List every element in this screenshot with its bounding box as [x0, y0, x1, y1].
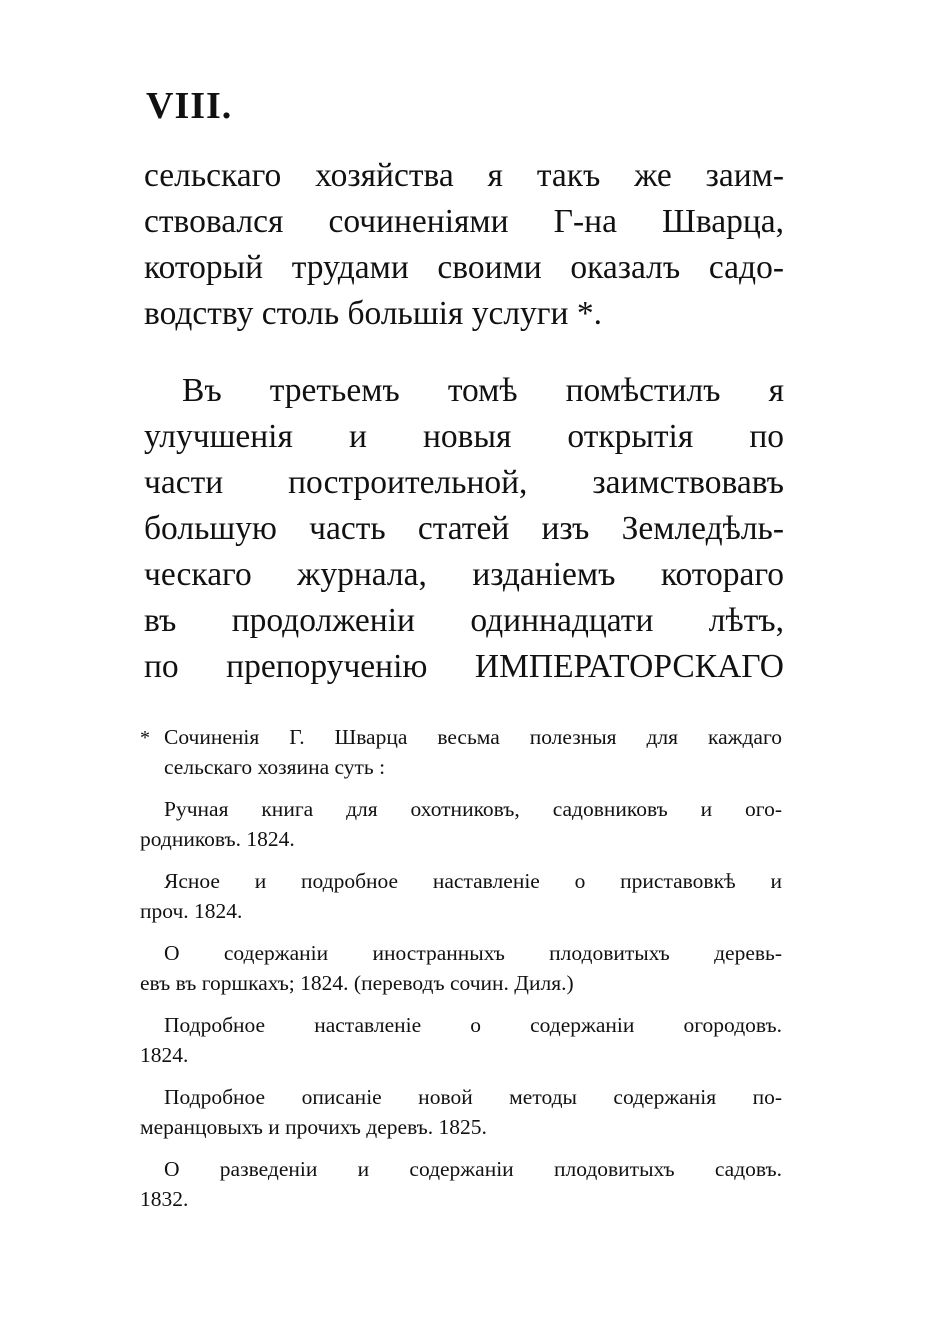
text-line: улучшенія и новыя открытія по [144, 418, 784, 455]
text-line: ствовался сочиненіями Г-на Шварца, [144, 203, 784, 240]
footnote-line: О разведеніи и содержаніи плодовитыхъ садовъ. [164, 1157, 782, 1181]
text-line: большую часть статей изъ Земледѣль- [144, 510, 784, 547]
footnote-text: Сочиненія Г. Шварца весьма полезныя для каждаго [164, 725, 782, 749]
footnote [140, 722, 782, 1226]
footnote-entry [140, 1154, 782, 1214]
footnote-entry [140, 794, 782, 854]
footnote-line: Ручная книга для охотниковъ, садовниковъ и ого- [164, 797, 782, 821]
footnote-line: Подробное описаніе новой методы содержанія по- [164, 1085, 782, 1109]
footnote-entry [140, 1082, 782, 1142]
footnote-marker: * [140, 727, 150, 749]
footnote-line: Ясное и подробное наставленіе о приставовкѣ и [164, 869, 782, 893]
text-line: водству столь большія услуги *. [144, 295, 602, 332]
footnote-line: родниковъ. 1824. [140, 827, 295, 851]
footnote-entry [140, 866, 782, 926]
text-line: ческаго журнала, изданіемъ котораго [144, 556, 784, 593]
footnote-line: меранцовыхъ и прочихъ деревъ. 1825. [140, 1115, 487, 1139]
footnote-line: сельскаго хозяина суть : [164, 755, 386, 779]
footnote-line: Подробное наставленіе о содержаніи огородовъ. [164, 1013, 782, 1037]
text-line: по препорученію ИМПЕРАТОРСКАГО [144, 648, 784, 685]
text-line: который трудами своими оказалъ садо- [144, 249, 784, 286]
paragraph-1 [144, 153, 784, 337]
footnote-line: евъ въ горшкахъ; 1824. (переводъ сочин. Диля.) [140, 971, 574, 995]
footnote-line: 1824. [140, 1043, 189, 1067]
text-line: въ продолженіи одиннадцати лѣтъ, [144, 602, 784, 639]
footnote-intro [140, 722, 782, 782]
text-line: Въ третьемъ томѣ помѣстилъ я [182, 372, 784, 409]
footnote-entry [140, 1010, 782, 1070]
footnote-line: 1832. [140, 1187, 189, 1211]
text-line: части построительной, заимствовавъ [144, 464, 784, 501]
footnote-line: проч. 1824. [140, 899, 243, 923]
footnote-line: О содержаніи иностранныхъ плодовитыхъ деревь- [164, 941, 782, 965]
paragraph-2 [144, 368, 784, 690]
footnote-line [140, 722, 782, 752]
page-number: VIII. [146, 85, 233, 127]
footnote-entry [140, 938, 782, 998]
text-line: сельскаго хозяйства я такъ же заим- [144, 157, 784, 194]
